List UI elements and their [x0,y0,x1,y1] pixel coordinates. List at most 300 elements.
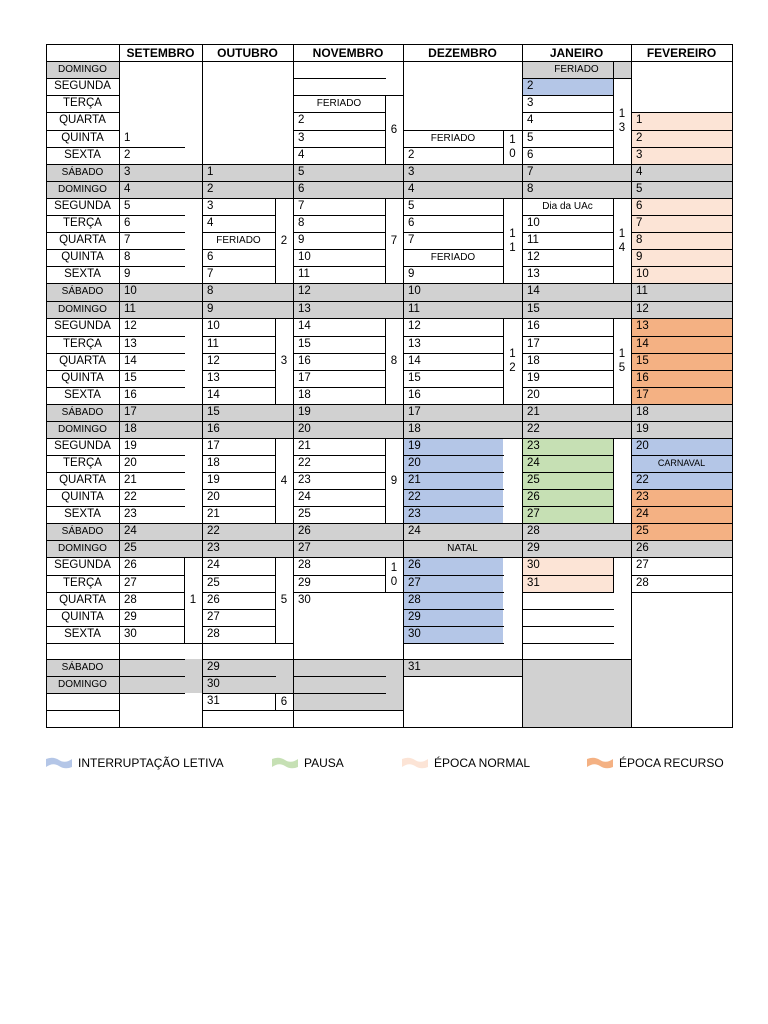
day-cell: 1 [631,112,732,130]
grid-line [631,266,733,267]
day-cell: 18 [403,421,522,438]
day-cell: 22 [631,472,732,489]
day-cell: 24 [207,559,220,572]
grid-line [275,301,294,302]
day-cell: 16 [124,388,137,401]
day-cell: 30 [124,627,137,640]
day-cell: 27 [293,540,403,557]
legend-label: ÉPOCA RECURSO [619,756,724,770]
grid-line [613,557,614,593]
day-cell: 28 [124,593,137,606]
grid-line [293,266,386,267]
day-cell [293,659,403,676]
grid-line [403,421,504,422]
day-cell: 23 [298,473,311,486]
grid-line [46,336,120,337]
day-cell: 24 [631,506,732,523]
legend-item-epoca-normal [402,748,530,778]
week-number: 1 0 [509,134,516,160]
grid-line [293,438,386,439]
grid-line [522,198,614,199]
day-cell: 8 [631,232,732,249]
weekday-domingo: DOMINGO [46,61,119,78]
grid-line [403,249,504,250]
grid-line [522,575,614,576]
month-header-0: SETEMBRO [126,45,195,60]
grid-line [631,404,733,405]
weekday-quarta: QUARTA [59,473,106,486]
grid-line [631,215,733,216]
grid-line [385,301,404,302]
grid-line [522,301,614,302]
grid-line [631,575,733,576]
day-cell: 16 [631,370,732,387]
day-cell: 31 [522,575,613,592]
day-cell: 29 [298,576,311,589]
day-cell [119,676,202,693]
day-cell: 23 [631,489,732,506]
grid-line [119,676,185,677]
weekday-blank [46,693,119,710]
weekday-quarta: QUARTA [59,593,106,606]
day-cell: 19 [293,404,403,421]
grid-line [403,523,504,524]
grid-line [119,523,185,524]
grid-line [119,592,185,593]
day-cell: 12 [408,320,421,333]
grid-line [202,249,276,250]
day-cell: 3 [298,131,305,144]
weekday-sexta: SEXTA [64,148,101,161]
grid-line [202,438,276,439]
day-cell: 3 [527,96,534,109]
grid-line [522,421,614,422]
grid-line [275,693,276,711]
day-cell: 15 [631,353,732,370]
day-cell: 12 [207,354,220,367]
grid-line [46,249,120,250]
grid-line [202,540,276,541]
day-cell: 6 [293,181,403,198]
day-cell: FERIADO [522,61,631,78]
grid-line [275,659,294,660]
legend-label: PAUSA [304,756,344,770]
day-cell: 15 [522,301,631,318]
grid-line [293,421,386,422]
day-cell: 22 [124,490,137,503]
day-cell: 20 [527,388,540,401]
grid-line [119,557,185,558]
grid-line [631,370,733,371]
grid-line [503,130,504,165]
week-number: 1 1 [509,227,516,254]
grid-line [275,643,294,644]
weekday-terça: TERÇA [63,216,102,229]
grid-line [385,198,404,199]
grid-line [613,318,614,405]
week-number: 1 2 [509,348,516,374]
day-cell: 6 [408,216,415,229]
day-cell: 19 [207,473,220,486]
grid-line [293,557,386,558]
day-cell: 7 [631,215,732,232]
grid-line [275,557,276,644]
grid-line [403,455,504,456]
grid-line [46,676,120,677]
grid-line [293,130,386,131]
grid-line [403,336,504,337]
day-cell: 13 [408,337,421,350]
grid-line [202,318,276,319]
grid-line [522,283,614,284]
grid-line [46,301,120,302]
grid-line [46,112,120,113]
grid-line [631,421,733,422]
day-cell: 27 [636,559,649,572]
day-cell: 13 [527,267,540,280]
grid-line [293,370,386,371]
grid-line [119,659,185,660]
grid-line [503,421,523,422]
grid-line [119,198,185,199]
grid-line [46,438,120,439]
grid-line [46,61,733,62]
grid-line [46,370,120,371]
day-cell: 5 [631,181,732,198]
legend-item-interrupcao [46,748,224,778]
grid-line [522,523,614,524]
day-cell: 30 [202,676,293,693]
day-cell: 14 [522,283,631,301]
grid-line [385,592,404,593]
grid-line [631,301,733,302]
day-cell: 1 [124,131,131,144]
day-cell [119,659,202,676]
grid-line [119,370,185,371]
grid-line [46,387,120,388]
grid-line [202,164,276,165]
grid-line [613,198,632,199]
grid-line [522,353,614,354]
grid-line [46,626,120,627]
week-number: 6 [390,123,398,136]
day-cell: 10 [298,250,311,263]
header-corner [46,44,119,61]
day-cell: 5 [527,131,534,144]
grid-line [293,95,386,96]
week-number: 5 [280,594,288,606]
day-cell: 6 [631,198,732,215]
weekday-segunda: SEGUNDA [54,559,111,572]
grid-line [503,130,523,131]
day-cell: 25 [298,507,311,520]
grid-line [385,438,404,439]
day-cell: 8 [298,216,305,229]
day-cell: 7 [298,199,305,212]
grid-line [631,232,733,233]
weekday-quarta: QUARTA [59,114,106,127]
grid-line [119,164,185,165]
day-cell: 20 [631,438,732,455]
week-number: 7 [390,234,398,247]
day-cell: 31 [403,659,522,676]
day-cell: 15 [408,371,421,384]
day-cell: 4 [298,148,305,161]
grid-line [385,283,404,284]
grid-line [631,147,733,148]
day-cell: 2 [631,130,732,147]
weekday-terça: TERÇA [63,96,102,109]
day-cell: CARNAVAL [631,455,732,472]
day-cell: 7 [408,233,415,246]
day-cell: 22 [202,523,293,540]
grid-line [385,540,404,541]
day-cell: 31 [207,694,220,707]
day-cell: 15 [124,371,137,384]
grid-line [46,506,120,507]
day-cell: 29 [124,610,137,623]
week-number: 2 [280,234,288,247]
grid-line [46,95,120,96]
grid-line [46,575,120,576]
grid-line [385,438,386,524]
grid-line [293,301,386,302]
grid-line [202,455,276,456]
grid-line [403,609,504,610]
day-cell: 3 [631,147,732,164]
day-cell: 20 [403,455,503,472]
day-cell: 20 [124,456,137,469]
day-cell: 16 [202,421,293,438]
grid-line [631,455,733,456]
day-cell: 13 [124,337,137,350]
grid-line [275,198,294,199]
grid-line [119,506,185,507]
grid-line [631,387,733,388]
day-cell: 20 [293,421,403,438]
weekday-quinta: QUINTA [61,371,104,384]
day-cell: 17 [119,404,202,421]
grid-line [202,301,276,302]
grid-line [202,370,276,371]
day-cell: 27 [403,575,503,592]
grid-line [46,609,120,610]
grid-line [202,557,276,558]
grid-line [293,164,386,165]
month-header-5: FEVEREIRO [646,45,717,60]
month-header-3: DEZEMBRO [428,45,497,60]
day-cell: 28 [636,576,649,589]
grid-line [46,472,120,473]
day-cell: 12 [293,283,403,301]
grid-line [385,557,386,593]
grid-line [503,181,523,182]
grid-line [46,130,120,131]
weekday-sábado: SÁBADO [46,523,119,540]
grid-line [631,318,733,319]
grid-line [119,472,185,473]
grid-line [503,164,523,165]
grid-line [385,198,386,284]
grid-line [613,181,632,182]
grid-line [275,164,294,165]
grid-line [403,387,504,388]
weekday-terça: TERÇA [63,456,102,469]
day-cell: 22 [522,421,631,438]
day-cell: 25 [631,523,732,540]
day-cell: 2 [522,78,613,95]
grid-line [275,404,294,405]
grid-line [46,283,120,284]
day-cell: 25 [207,576,220,589]
day-cell: 2 [124,148,131,161]
grid-line [503,318,504,405]
day-cell: 9 [631,249,732,266]
day-cell: 9 [408,267,415,280]
grid-line [631,198,733,199]
grid-line [293,540,386,541]
day-cell: 15 [202,404,293,421]
week-number: 3 [280,355,288,367]
day-cell: 17 [631,387,732,404]
grid-line [119,336,185,337]
grid-line [119,626,185,627]
grid-line [184,557,203,558]
day-cell: 24 [119,523,202,540]
grid-line [293,318,386,319]
day-cell: 18 [527,354,540,367]
day-cell: 2 [298,114,305,127]
grid-line [403,181,504,182]
grid-line [184,318,203,319]
grid-line [184,164,203,165]
weekday-domingo: DOMINGO [46,421,119,438]
day-cell: 16 [527,320,540,333]
grid-line [403,659,523,660]
day-cell: 3 [403,164,522,181]
day-cell: 24 [522,455,613,472]
grid-line [46,404,120,405]
day-cell: 14 [298,320,311,333]
grid-line [293,249,386,250]
grid-line [503,318,523,319]
grid-line [522,643,614,644]
grid-line [202,198,276,199]
day-cell: 19 [631,421,732,438]
grid-line [522,249,614,250]
grid-line [403,147,504,148]
grid-line [46,78,120,79]
grid-line [184,421,203,422]
day-cell: 23 [403,506,503,523]
grid-line [522,232,614,233]
grid-line [385,181,404,182]
grid-line [293,112,386,113]
day-cell: 24 [298,490,311,503]
grid-line [385,318,386,405]
grid-line [293,472,386,473]
grid-line [522,164,614,165]
day-cell: FERIADO [316,97,362,109]
grid-line [385,557,404,558]
grid-line [119,438,185,439]
day-cell: 8 [202,283,293,301]
day-cell: FERIADO [430,251,476,263]
day-cell: 29 [403,609,503,626]
weekday-quarta: QUARTA [59,233,106,246]
day-cell: 10 [119,283,202,301]
weekday-sábado: SÁBADO [46,164,119,181]
day-cell: 27 [522,506,613,523]
day-cell: 21 [207,507,220,520]
grid-line [184,557,185,644]
day-cell: 2 [408,148,415,161]
day-cell: 30 [298,593,311,606]
grid-line [202,609,276,610]
grid-line [119,404,185,405]
day-cell: 23 [124,507,137,520]
grid-line [202,404,276,405]
grid-line [202,643,276,644]
weekday-blank [46,643,119,659]
grid-line [119,693,185,694]
grid-line [613,301,632,302]
grid-line [522,266,614,267]
grid-line [275,693,294,694]
grid-line [293,353,386,354]
day-cell: 18 [298,388,311,401]
day-cell: 7 [207,267,214,280]
day-cell: 4 [527,114,534,127]
grid-line [202,676,276,677]
grid-line [403,557,504,558]
day-cell: 17 [403,404,522,421]
grid-line [403,318,504,319]
grid-line [46,318,120,319]
grid-line [184,198,203,199]
grid-line [613,198,614,284]
day-cell: 30 [522,557,613,575]
grid-line [522,387,614,388]
grid-line [202,232,276,233]
grid-line [613,557,632,558]
grid-line [403,592,504,593]
grid-line [119,181,185,182]
grid-line [46,421,120,422]
weekday-segunda: SEGUNDA [54,199,111,212]
day-cell: 19 [124,439,137,452]
grid-line [522,609,614,610]
weekday-sexta: SEXTA [64,388,101,401]
grid-line [522,318,614,319]
weekday-quinta: QUINTA [61,250,104,263]
day-cell: 11 [298,267,310,280]
grid-line [293,710,404,711]
grid-line [275,421,294,422]
weekday-quinta: QUINTA [61,610,104,623]
weekday-sábado: SÁBADO [46,404,119,421]
day-cell: 2 [202,181,293,198]
day-cell: 6 [527,148,534,161]
day-cell: 4 [207,216,214,229]
day-cell: 26 [293,523,403,540]
weekday-segunda: SEGUNDA [54,79,111,92]
grid-line [631,181,733,182]
grid-line [503,438,523,439]
day-cell: 14 [207,388,220,401]
grid-line [631,112,733,113]
day-cell: 18 [207,456,220,469]
